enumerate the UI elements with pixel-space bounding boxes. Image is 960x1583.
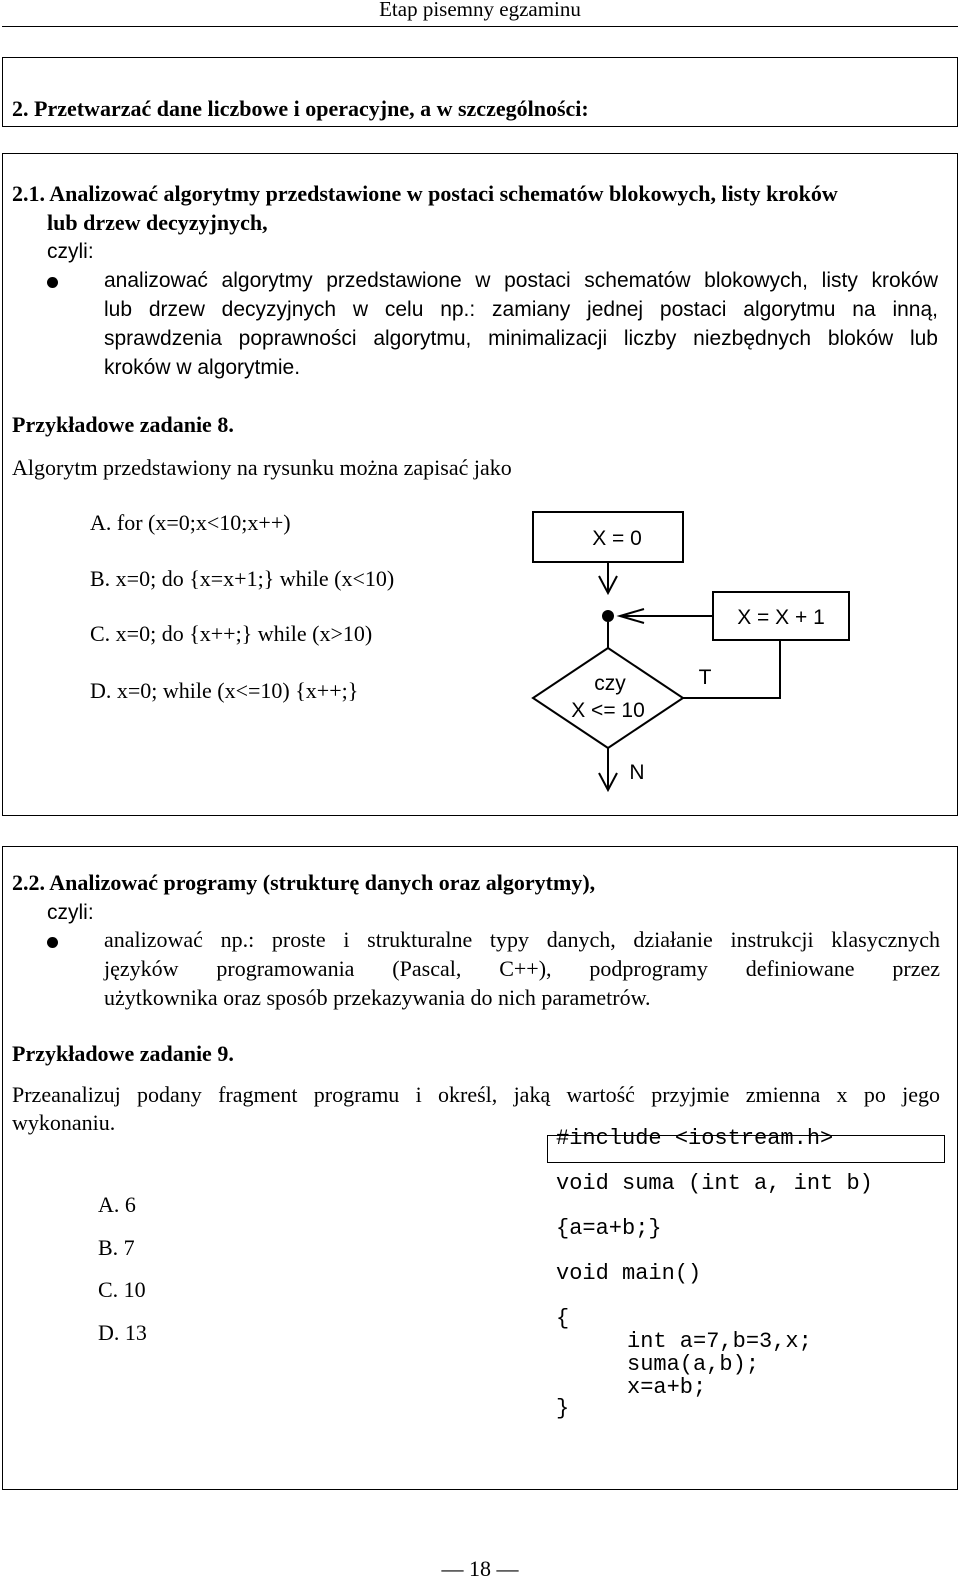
task-9-title: Przykładowe zadanie 9. bbox=[12, 1041, 234, 1066]
task-9-option-b: B. 7 bbox=[98, 1235, 135, 1260]
section-2-2-heading: 2.2. Analizować programy (strukturę danych oraz algorytmy), bbox=[12, 870, 596, 895]
code-line-9: } bbox=[556, 1396, 570, 1421]
section-2-1-heading-line1: 2.1. Analizować algorytmy przedstawione w postaci schematów blokowych, listy kroków bbox=[12, 181, 838, 206]
code-line-4: void main() bbox=[556, 1261, 702, 1286]
section-2-2-bullet-line3: użytkownika oraz sposób przekazywania do nich parametrów. bbox=[104, 985, 651, 1010]
code-line-5: { bbox=[556, 1306, 570, 1331]
section-2-1-heading-line2: lub drzew decyzyjnych, bbox=[47, 210, 268, 235]
section-2-heading: 2. Przetwarzać dane liczbowe i operacyjne, a w szczególności: bbox=[12, 96, 589, 121]
code-line-7: suma(a,b); bbox=[627, 1352, 760, 1377]
header-title: Etap pisemny egzaminu bbox=[379, 0, 581, 21]
flowchart-cond-line2: X <= 10 bbox=[571, 699, 645, 722]
task-8-option-b: B. x=0; do {x=x+1;} while (x<10) bbox=[90, 566, 395, 591]
section-2-2-bullet-line1: analizować np.: proste i strukturalne typy danych, działanie instrukcji klasycznych bbox=[104, 927, 940, 952]
section-2-1-bullet-line1: analizować algorytmy przedstawione w postaci schematów blokowych, listy kroków bbox=[104, 269, 938, 292]
flowchart-init-text: X = 0 bbox=[592, 527, 642, 550]
code-line-2: void suma (int a, int b) bbox=[556, 1171, 873, 1196]
flowchart-decision-diamond bbox=[533, 648, 683, 748]
code-line-8: x=a+b; bbox=[627, 1375, 707, 1400]
task-9-option-d: D. 13 bbox=[98, 1320, 147, 1345]
flowchart-false-label: N bbox=[629, 761, 645, 784]
section-2-2-bullet-line2: języków programowania (Pascal, C++), podprogramy definiowane przez bbox=[104, 956, 940, 981]
task-8-question: Algorytm przedstawiony na rysunku można zapisać jako bbox=[12, 455, 512, 480]
task-8-title: Przykładowe zadanie 8. bbox=[12, 412, 234, 437]
page-number: — 18 — bbox=[441, 1556, 519, 1581]
section-2-1-bullet-line4: kroków w algorytmie. bbox=[104, 356, 301, 379]
section-2-1-bullet-line3: sprawdzenia poprawności algorytmu, minimalizacji liczby niezbędnych bloków lub bbox=[104, 327, 938, 350]
flowchart-true-label: T bbox=[698, 666, 712, 689]
bullet-icon bbox=[47, 937, 58, 948]
task-8-option-a: A. for (x=0;x<10;x++) bbox=[90, 510, 291, 535]
task-9-question-line2: wykonaniu. bbox=[12, 1110, 116, 1135]
flowchart-cond-line1: czy bbox=[594, 672, 626, 695]
code-line-3: {a=a+b;} bbox=[556, 1216, 662, 1241]
flowchart-true-branch bbox=[683, 640, 780, 698]
task-8-option-d: D. x=0; while (x<=10) {x++;} bbox=[90, 678, 359, 703]
code-line-1: #include <iostream.h> bbox=[556, 1126, 834, 1151]
section-2-1-bullet-line2: lub drzew decyzyjnych w celu np.: zamiany jednej postaci algorytmu na inną, bbox=[104, 298, 938, 321]
flowchart-join-point bbox=[602, 610, 614, 622]
section-2-1-czyli: czyli: bbox=[47, 240, 94, 263]
task-8-option-c: C. x=0; do {x++;} while (x>10) bbox=[90, 621, 373, 646]
flowchart-increment-text: X = X + 1 bbox=[737, 606, 825, 629]
code-line-6: int a=7,b=3,x; bbox=[627, 1329, 812, 1354]
task-9-option-c: C. 10 bbox=[98, 1277, 146, 1302]
task-9-question-line1: Przeanalizuj podany fragment programu i określ, jaką wartość przyjmie zmienna x po jego bbox=[12, 1082, 940, 1107]
task-9-option-a: A. 6 bbox=[98, 1192, 136, 1217]
section-2-2-czyli: czyli: bbox=[47, 901, 94, 924]
